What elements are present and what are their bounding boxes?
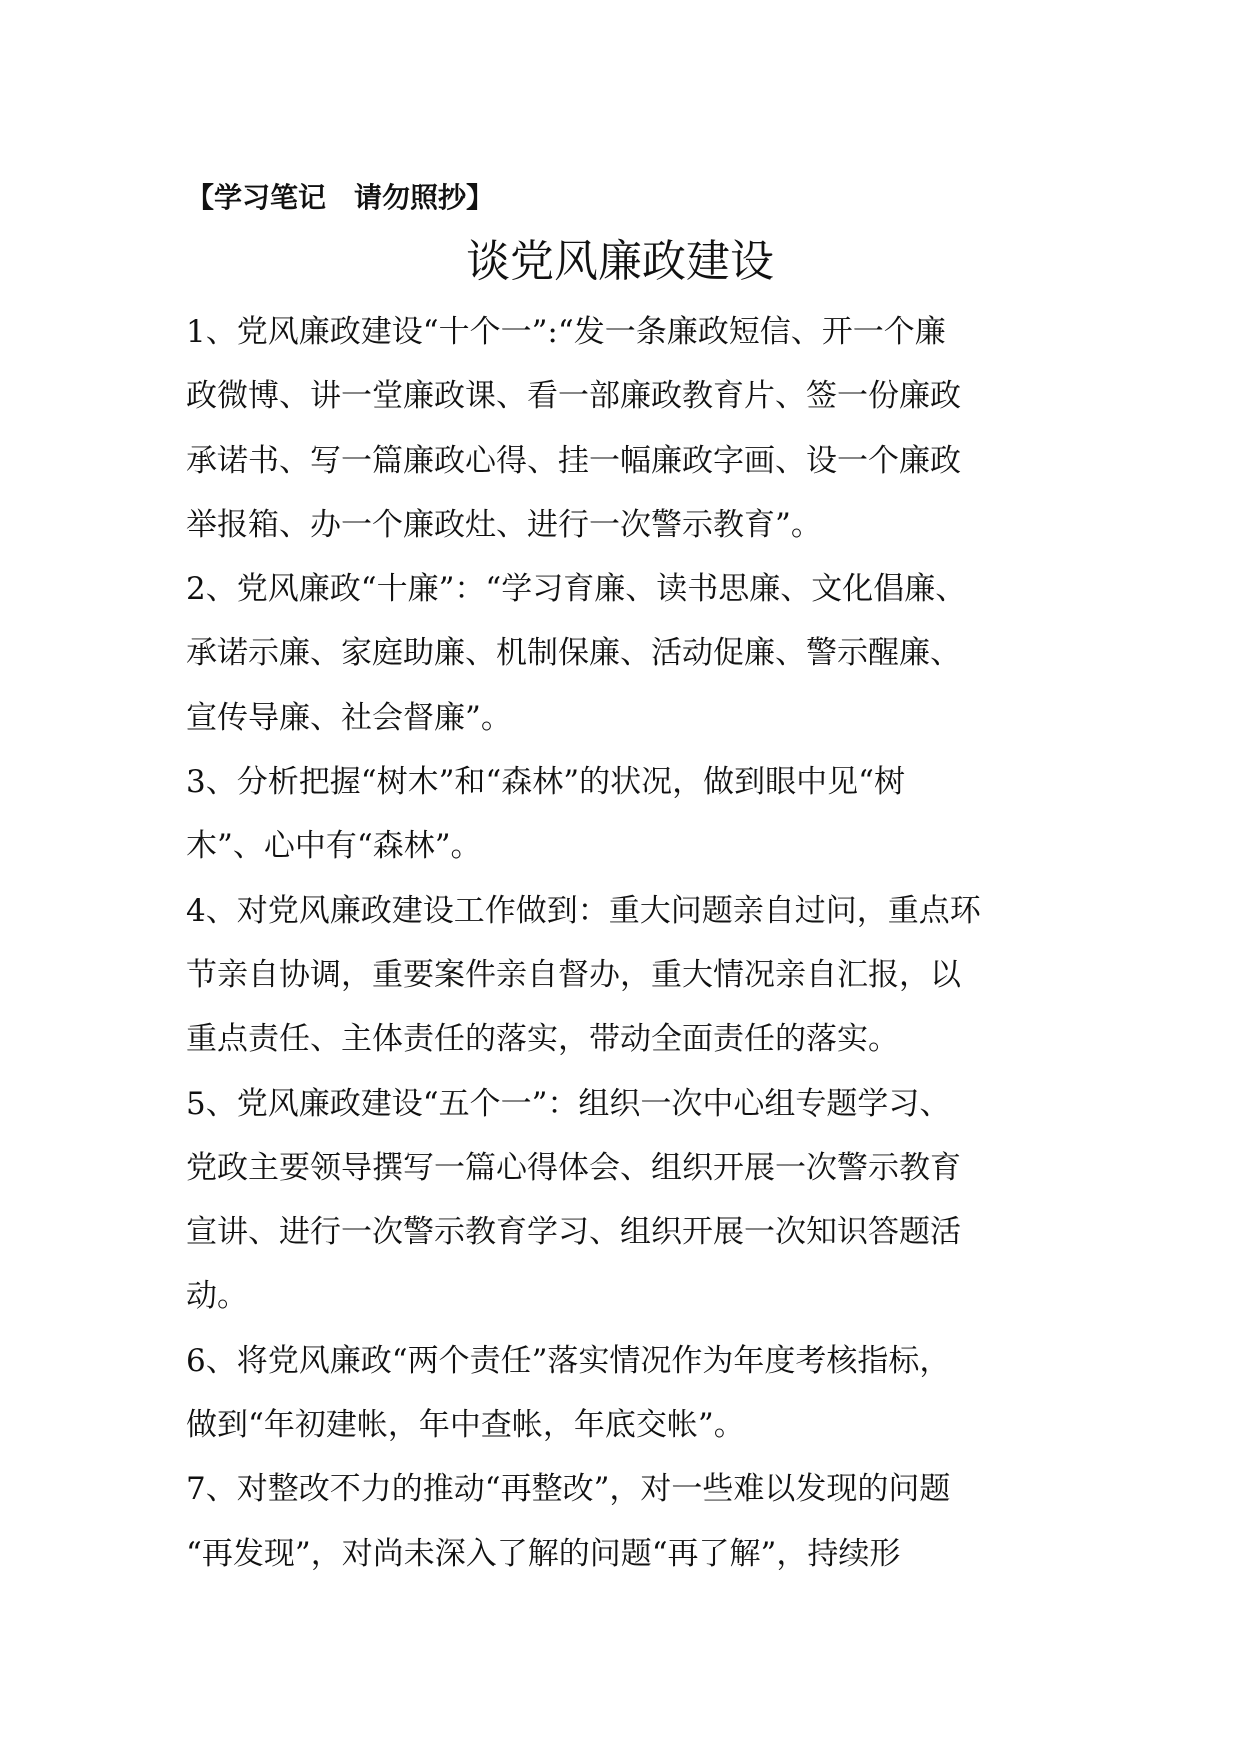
notice-right-text: 请勿照抄】: [354, 181, 495, 214]
text-line-14: 党政主要领导撰写一篇心得体会、组织开展一次警示教育: [186, 1149, 961, 1186]
text-line-20: “再发现”，对尚未深入了解的问题“再了解”，持续形: [186, 1535, 901, 1572]
text-line-7: 宣传导廉、社会督廉”。: [186, 699, 512, 736]
text-line-13: 5、党风廉政建设“五个一”：组织一次中心组专题学习、: [186, 1085, 951, 1122]
text-line-19: 7、对整改不力的推动“再整改”，对一些难以发现的问题: [186, 1471, 951, 1508]
text-line-17: 6、将党风廉政“两个责任”落实情况作为年度考核指标，: [186, 1342, 951, 1379]
document-title: 谈党风廉政建设: [466, 236, 774, 287]
text-line-8: 3、分析把握“树木”和“森林”的状况，做到眼中见“树: [186, 764, 905, 801]
text-line-11: 节亲自协调，重要案件亲自督办，重大情况亲自汇报，以: [186, 956, 961, 993]
text-line-12: 重点责任、主体责任的落实，带动全面责任的落实。: [186, 1021, 899, 1058]
text-line-5: 2、党风廉政“十廉”：“学习育廉、读书思廉、文化倡廉、: [186, 571, 967, 608]
text-line-15: 宣讲、进行一次警示教育学习、组织开展一次知识答题活: [186, 1214, 961, 1251]
document-body: [186, 300, 1076, 1586]
text-line-3: 承诺书、写一篇廉政心得、挂一幅廉政字画、设一个廉政: [186, 442, 961, 479]
text-line-18: 做到“年初建帐，年中查帐，年底交帐”。: [186, 1407, 745, 1444]
text-line-1: 1、党风廉政建设“十个一”:“发一条廉政短信、开一个廉: [186, 314, 946, 350]
text-line-2: 政微博、讲一堂廉政课、看一部廉政教育片、签一份廉政: [186, 378, 961, 415]
study-notes-notice: [186, 180, 494, 216]
text-line-9: 木”、心中有“森林”。: [186, 828, 482, 865]
notice-left-text: 【学习笔记: [186, 181, 327, 214]
text-line-16: 动。: [186, 1278, 248, 1315]
text-line-4: 举报箱、办一个廉政灶、进行一次警示教育”。: [186, 506, 822, 543]
text-line-6: 承诺示廉、家庭助廉、机制保廉、活动促廉、警示醒廉、: [186, 635, 961, 672]
text-line-10: 4、对党风廉政建设工作做到：重大问题亲自过问，重点环: [186, 892, 981, 929]
